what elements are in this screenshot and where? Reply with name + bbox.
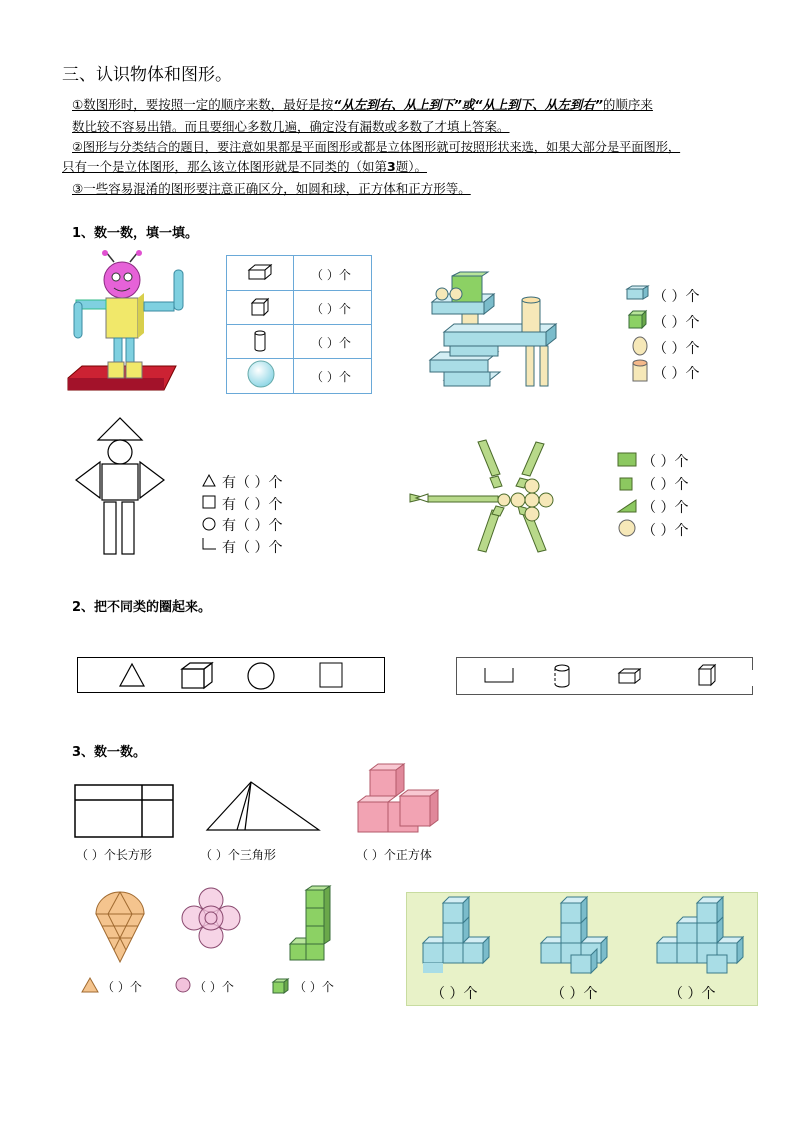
cube-stack-2 bbox=[537, 893, 617, 975]
cube-icon bbox=[251, 298, 269, 316]
plane-count-2: 有（ ）个 bbox=[222, 497, 283, 513]
cuboid-icon bbox=[617, 668, 643, 686]
circles-figure bbox=[180, 886, 242, 950]
block-toy-picture bbox=[428, 272, 562, 390]
section-title: 三、认识物体和图形。 bbox=[62, 65, 232, 85]
plane-count-4: 有（ ）个 bbox=[222, 540, 283, 556]
q1-title: 1、数一数，填一填。 bbox=[72, 226, 199, 241]
tip-3-text: ③一些容易混淆的图形要注意正确区分，如圆和球，正方体和正方形等。 bbox=[72, 181, 471, 196]
rectangle-icon bbox=[203, 538, 216, 549]
table-count-1: （ ）个 bbox=[311, 268, 351, 282]
tip-2-part-c: 3 bbox=[387, 159, 396, 174]
tip-1-line-2 bbox=[72, 118, 510, 136]
shape-count-2: （ ）个 bbox=[194, 980, 234, 994]
tip-2-part-a: ②图形与分类结合的题目，要注意如果都是平面图形或都是立体图形就可按照形状来选，如果大部分是平面图形， bbox=[72, 140, 681, 154]
table-count-3: （ ）个 bbox=[311, 336, 351, 350]
tip-1-part-b: “从左到右、从上到下”或“从上到下、从左到右” bbox=[333, 97, 603, 112]
windmill-count-3: （ ）个 bbox=[642, 500, 689, 516]
tip-1-part-a: ①数图形时，要按照一定的顺序来数，最好是按 bbox=[72, 97, 334, 112]
circle-icon bbox=[203, 518, 215, 530]
windmill-count-4: （ ）个 bbox=[642, 523, 689, 539]
circle-pink-icon bbox=[174, 976, 192, 994]
stack-count-1: （ ）个 bbox=[431, 986, 478, 1002]
circle-icon bbox=[246, 661, 276, 691]
stack-count-3: （ ）个 bbox=[669, 986, 716, 1002]
rectangle-count-figure bbox=[74, 784, 174, 838]
cylinder-icon bbox=[553, 664, 571, 690]
cuboid-blue-icon bbox=[626, 286, 650, 300]
rectangle-icon bbox=[318, 661, 344, 689]
triangle-icon bbox=[118, 662, 146, 688]
cuboid-icon bbox=[247, 264, 273, 280]
windmill-picture bbox=[406, 438, 556, 560]
robot-picture bbox=[68, 250, 178, 398]
toy-count-2: （ ）个 bbox=[653, 315, 700, 331]
cube-count-label: （ ）个正方体 bbox=[356, 848, 432, 862]
triangle-count-figure bbox=[205, 780, 321, 832]
tip-2-part-d: 题）。 bbox=[395, 159, 427, 174]
circle-beige-icon bbox=[619, 520, 635, 536]
cube-stack-1 bbox=[415, 893, 495, 975]
tip-2-line-1 bbox=[72, 138, 680, 156]
q2-title: 2、把不同类的圈起来。 bbox=[72, 600, 212, 615]
windmill-icons-column bbox=[616, 450, 640, 540]
tri-count-label: （ ）个三角形 bbox=[200, 848, 276, 862]
cube-green-small-icon bbox=[272, 978, 290, 994]
group-box-2 bbox=[456, 657, 753, 695]
cube-stacks-panel bbox=[406, 892, 758, 1006]
toy-count-3: （ ）个 bbox=[653, 341, 700, 357]
count-table bbox=[226, 255, 372, 394]
cube-green-icon bbox=[628, 311, 648, 329]
tip-1-line-1 bbox=[72, 96, 653, 114]
q3-title: 3、数一数。 bbox=[72, 745, 147, 760]
green-cubes-column-figure bbox=[286, 884, 334, 964]
tip-3 bbox=[72, 180, 471, 198]
sphere-icon bbox=[247, 360, 275, 388]
rect-green-icon bbox=[618, 453, 636, 466]
shape-count-3: （ ）个 bbox=[294, 980, 334, 994]
windmill-count-1: （ ）个 bbox=[642, 454, 689, 470]
windmill-count-2: （ ）个 bbox=[642, 477, 689, 493]
shape-count-1: （ ）个 bbox=[102, 980, 142, 994]
table-count-4: （ ）个 bbox=[311, 370, 351, 384]
cylinder-icon bbox=[254, 330, 266, 352]
triangle-orange-icon bbox=[80, 976, 102, 994]
table-count-2: （ ）个 bbox=[311, 302, 351, 316]
ice-cream-triangles-figure bbox=[94, 890, 146, 964]
cylinder-beige-icon bbox=[632, 360, 648, 384]
cube-stack-3 bbox=[651, 893, 747, 975]
tip-1-part-d: 数比较不容易出错。而且要细心多数几遍，确定没有漏数或多数了才填上答案。 bbox=[72, 119, 510, 134]
rect-count-label: （ ）个长方形 bbox=[76, 848, 152, 862]
tip-1-part-c: 的顺序来 bbox=[602, 97, 653, 112]
cube-icon bbox=[180, 661, 214, 689]
group-box-1 bbox=[77, 657, 385, 693]
rectangle-outline-icon bbox=[483, 666, 517, 686]
toy-count-4: （ ）个 bbox=[653, 366, 700, 382]
pink-cubes-figure bbox=[356, 762, 440, 834]
triangle-icon bbox=[203, 475, 215, 486]
stack-count-2: （ ）个 bbox=[551, 986, 598, 1002]
plane-icons-column bbox=[200, 472, 218, 552]
tip-2-line-2 bbox=[62, 158, 427, 176]
plane-count-1: 有（ ）个 bbox=[222, 475, 283, 491]
plane-shape-figure bbox=[74, 416, 166, 556]
cuboid-tall-icon bbox=[697, 664, 717, 688]
tip-2-part-b: 只有一个是立体图形，那么该立体图形就是不同类的（如第 bbox=[62, 159, 388, 174]
ball-icon bbox=[632, 336, 648, 356]
triangle-green-icon bbox=[618, 500, 636, 512]
square-icon bbox=[203, 496, 215, 508]
square-green-icon bbox=[620, 478, 632, 490]
toy-count-1: （ ）个 bbox=[653, 289, 700, 305]
plane-count-3: 有（ ）个 bbox=[222, 518, 283, 534]
